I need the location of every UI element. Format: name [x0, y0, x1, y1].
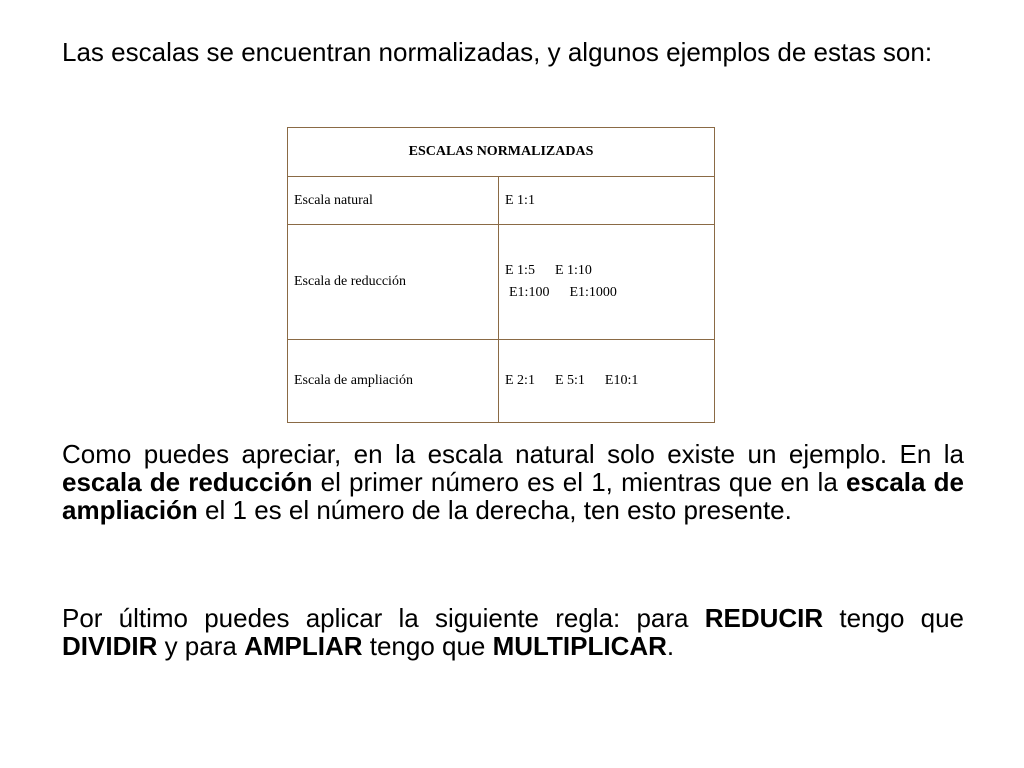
table-row: [288, 340, 715, 423]
values-line: [505, 260, 708, 282]
explain-paragraph: [62, 440, 964, 524]
text-run: Por último puedes aplicar la siguiente regla: para: [62, 603, 705, 633]
text-run: Como puedes apreciar, en la escala natural solo existe un ejemplo. En la: [62, 439, 964, 469]
text-run: el primer número es el 1, mientras que en la: [312, 467, 846, 497]
row-values-natural: [499, 177, 715, 225]
row-label-natural: Escala natural: [288, 177, 499, 225]
bold-term: MULTIPLICAR: [492, 631, 667, 661]
table-row: [288, 177, 715, 225]
scale-value: E 1:10: [554, 263, 592, 278]
table-row: [288, 225, 715, 340]
row-label-ampliacion: Escala de ampliación: [288, 340, 499, 423]
row-values-ampliacion: [499, 340, 715, 423]
scale-value: E1:1000: [569, 285, 617, 300]
scale-value: E10:1: [604, 373, 639, 388]
text-run: .: [666, 631, 675, 661]
table-header: ESCALAS NORMALIZADAS: [288, 128, 715, 177]
bold-term: AMPLIAR: [244, 631, 363, 661]
intro-paragraph: Las escalas se encuentran normalizadas, y algunos ejemplos de estas son:: [62, 37, 933, 67]
row-label-reduccion: Escala de reducción: [288, 225, 499, 340]
rule-paragraph: [62, 604, 964, 660]
text-run: el 1 es el número de la derecha, ten esto presente.: [197, 495, 792, 525]
scales-table: [287, 127, 715, 423]
text-run: tengo que: [823, 603, 964, 633]
bold-term: REDUCIR: [704, 603, 824, 633]
bold-term: escala de reducción: [62, 467, 313, 497]
scale-value: E 1:1: [505, 192, 535, 208]
scale-value: E 1:5: [505, 263, 535, 278]
values-line: [505, 282, 708, 304]
scale-value: E 5:1: [554, 373, 585, 388]
bold-term: DIVIDIR: [62, 631, 158, 661]
bold-term: escala de ampliación: [62, 467, 965, 525]
scale-value: E 2:1: [505, 373, 535, 388]
row-values-reduccion: [499, 225, 715, 340]
scale-value: E1:100: [509, 285, 550, 300]
text-run: tengo que: [362, 631, 493, 661]
text-run: y para: [157, 631, 245, 661]
